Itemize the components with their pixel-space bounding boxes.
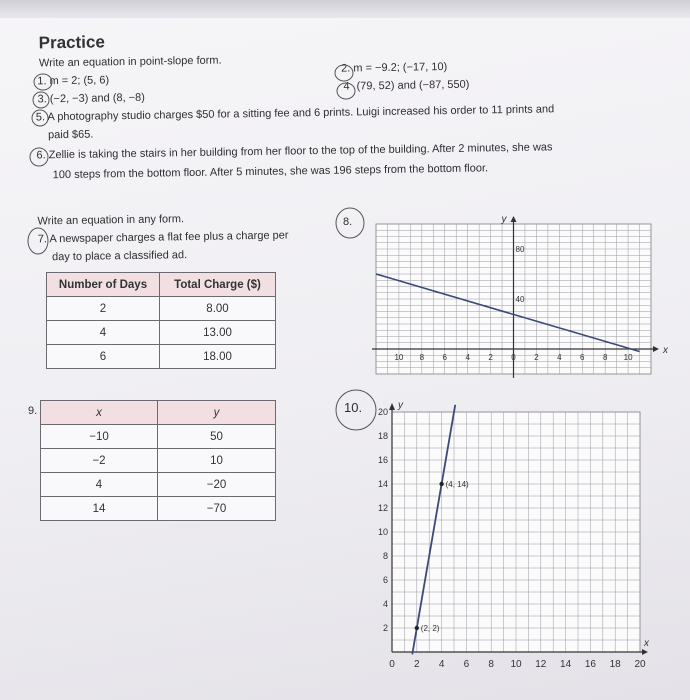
- x-tick-label: 16: [584, 659, 596, 670]
- problem-7-line-2: day to place a classified ad.: [51, 249, 188, 264]
- cell-x: −2: [41, 449, 158, 473]
- graph-10-point-label: (2, 2): [420, 624, 440, 633]
- y-tick-label: 16: [377, 455, 388, 465]
- problem-text: (79, 52) and (−87, 550): [356, 78, 470, 93]
- graph-problem-10: [360, 398, 660, 683]
- graph-10-x-axis-label: x: [644, 638, 649, 649]
- x-tick-label: 2: [414, 659, 420, 670]
- graph-10-point-label: (4, 14): [445, 480, 469, 489]
- x-tick-label: 8: [488, 659, 494, 670]
- problem-number: 1.: [37, 75, 47, 88]
- circle-problem-6: [30, 148, 48, 166]
- x-tick-label: 12: [535, 659, 547, 670]
- y-tick-label: 18: [377, 431, 388, 441]
- table-problem-7: [46, 272, 276, 369]
- cell-x: 14: [41, 497, 158, 521]
- table-header-row: [41, 401, 276, 425]
- table-row: [47, 297, 276, 321]
- cell-days: 4: [47, 321, 160, 345]
- problem-8-number: 8.: [343, 216, 353, 228]
- x-tick-label: 10: [394, 353, 404, 362]
- cell-y: 10: [158, 449, 276, 473]
- y-axis-arrow: [389, 403, 395, 410]
- y-tick-label: 20: [377, 407, 388, 417]
- x-tick-label: 4: [465, 353, 470, 362]
- circle-problem-4: [337, 80, 355, 99]
- graph-10-y-axis-label: y: [398, 400, 403, 411]
- table-row: [47, 345, 276, 369]
- circle-problem-7: [28, 228, 48, 254]
- graph-problem-8: [368, 210, 668, 385]
- x-tick-label: 10: [623, 353, 633, 362]
- cell-charge: 8.00: [160, 297, 276, 321]
- graph-10-point: [439, 482, 443, 486]
- cell-days: 6: [47, 345, 160, 369]
- cell-x: −10: [41, 425, 158, 449]
- cell-charge: 13.00: [160, 321, 276, 345]
- cell-y: −20: [158, 473, 276, 497]
- x-tick-label: 2: [488, 353, 493, 362]
- problem-5-line-2: paid $65.: [48, 128, 94, 142]
- table-row: [41, 497, 276, 521]
- y-axis-arrow: [511, 216, 517, 222]
- circle-problem-2: [335, 62, 353, 81]
- problem-number: 6.: [36, 149, 46, 162]
- table-row: [41, 425, 276, 449]
- table-row: [41, 449, 276, 473]
- problem-text: m = 2; (5, 6): [49, 74, 110, 88]
- table-header-row: [47, 273, 276, 297]
- x-tick-label: 6: [580, 353, 585, 362]
- x-tick-label: 20: [634, 659, 646, 670]
- graph-10-point: [415, 626, 419, 630]
- cell-y: −70: [158, 497, 276, 521]
- header-total-charge: Total Charge ($): [160, 273, 276, 297]
- circle-problem-3: [33, 92, 49, 108]
- cell-days: 2: [47, 297, 160, 321]
- y-tick-label: 2: [382, 623, 388, 633]
- problem-text-line-1: A newspaper charges a flat fee plus a charge per: [49, 229, 289, 246]
- problem-number: 3.: [37, 93, 47, 106]
- instruction-any-form: Write an equation in any form.: [37, 213, 185, 228]
- circle-problem-5: [32, 110, 48, 126]
- header-x: x: [41, 401, 158, 425]
- x-tick-label: 6: [442, 353, 447, 362]
- x-tick-label: 4: [557, 353, 562, 362]
- graph-8-y-axis-label: y: [501, 214, 507, 225]
- graph-8-x-axis-label: x: [663, 345, 668, 356]
- circle-problem-1: [34, 74, 52, 90]
- problem-number: 2.: [341, 62, 351, 75]
- x-tick-label: 0: [389, 659, 395, 670]
- y-tick-label: 80: [515, 245, 525, 254]
- problem-text: (−2, −3) and (8, −8): [49, 91, 145, 106]
- y-tick-label: 14: [377, 479, 388, 489]
- y-tick-label: 10: [377, 527, 388, 537]
- problem-10-number: 10.: [344, 400, 363, 415]
- problem-number: 7.: [37, 233, 48, 246]
- x-tick-label: 8: [419, 353, 425, 362]
- x-tick-label: 2: [534, 353, 539, 362]
- x-tick-label: 8: [602, 353, 608, 362]
- y-tick-label: 40: [515, 295, 525, 304]
- problem-number: 5.: [35, 111, 46, 124]
- x-tick-label: 0: [511, 353, 516, 362]
- x-tick-label: 14: [560, 659, 572, 670]
- x-tick-label: 6: [463, 659, 470, 670]
- y-tick-label: 8: [382, 551, 388, 561]
- problem-text-line-1: Zellie is taking the stairs in her building from her floor to the top of the building. After 2 minutes, she was: [48, 141, 553, 162]
- x-axis-arrow: [653, 346, 659, 352]
- problem-number: 4: [343, 80, 350, 93]
- cell-x: 4: [41, 473, 158, 497]
- instruction-point-slope: Write an equation in point-slope form.: [38, 54, 222, 70]
- table-row: [47, 321, 276, 345]
- header-number-of-days: Number of Days: [47, 273, 160, 297]
- table-row: [41, 473, 276, 497]
- header-y: y: [158, 401, 276, 425]
- y-tick-label: 6: [382, 575, 388, 585]
- x-axis-arrow: [642, 649, 648, 655]
- x-tick-label: 10: [510, 659, 522, 670]
- table-problem-9: [40, 400, 276, 521]
- cell-charge: 18.00: [160, 345, 276, 369]
- x-tick-label: 4: [438, 659, 445, 670]
- problem-9-number: 9.: [28, 405, 38, 417]
- y-tick-label: 4: [382, 599, 388, 609]
- problem-6-line-2: 100 steps from the bottom floor. After 5 minutes, she was 196 steps from the bottom floor.: [52, 162, 489, 182]
- problem-text-line-1: A photography studio charges $50 for a sitting fee and 6 prints. Luigi increased his order to 11 prints and: [47, 103, 555, 124]
- x-tick-label: 18: [609, 659, 621, 670]
- graph-10-grid: [392, 412, 640, 652]
- y-tick-label: 12: [377, 503, 388, 513]
- cell-y: 50: [158, 425, 276, 449]
- page-title: Practice: [38, 32, 105, 53]
- problem-text: m = −9.2; (−17, 10): [353, 60, 448, 75]
